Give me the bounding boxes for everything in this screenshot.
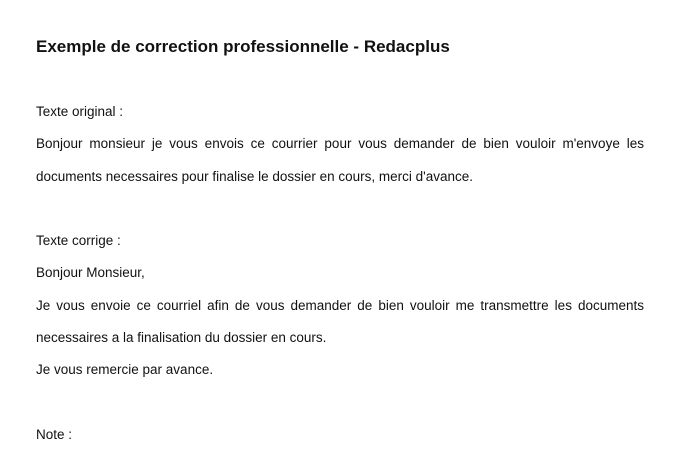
- document-title: Exemple de correction professionnelle - Redacplus: [36, 37, 450, 56]
- original-text-line-2: documents necessaires pour finalise le dossier en cours, merci d'avance.: [36, 169, 474, 184]
- corrected-text-line-2: necessaires a la finalisation du dossier en cours.: [36, 330, 327, 345]
- corrected-text-label: Texte corrige :: [36, 233, 121, 248]
- note-label: Note :: [36, 427, 73, 442]
- corrected-text-line-1: Je vous envoie ce courriel afin de vous demander de bien vouloir me transmettre les documents: [36, 298, 644, 313]
- corrected-greeting: Bonjour Monsieur,: [36, 265, 145, 280]
- original-text-line-1: Bonjour monsieur je vous envois ce courrier pour vous demander de bien vouloir m'envoye les: [36, 136, 644, 151]
- corrected-closing: Je vous remercie par avance.: [36, 362, 214, 377]
- original-text-label: Texte original :: [36, 104, 124, 119]
